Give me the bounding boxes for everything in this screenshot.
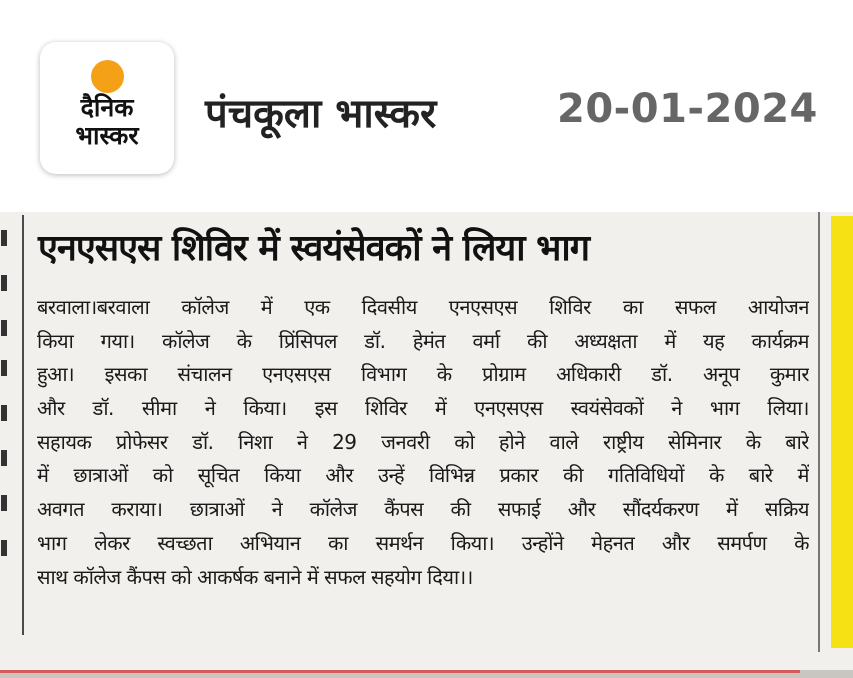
dainik-bhaskar-logo xyxy=(40,42,174,174)
body-line: साथ कॉलेज कैंपस को आकर्षक बनाने में सफल सहयोग दिया।। xyxy=(37,564,473,589)
body-line: हुआ। इसका संचालन एनएसएस विभाग के प्रोग्राम अधिकारी डॉ. अनूप कुमार xyxy=(37,362,809,387)
logo-line-2: भास्कर xyxy=(75,121,139,150)
edition-date: 20-01-2024 xyxy=(557,86,818,132)
clipping-bottom-edge xyxy=(0,670,853,678)
adjacent-column-fragment xyxy=(0,220,16,565)
edition-title: पंचकूला भास्कर xyxy=(205,91,437,137)
body-line: अवगत कराया। छात्राओं ने कॉलेज कैंपस की सफाई और सौंदर्यकरण में सक्रिय xyxy=(37,497,809,522)
article-headline: एनएसएस शिविर में स्वयंसेवकों ने लिया भाग xyxy=(38,228,590,269)
column-rule-left xyxy=(22,215,24,635)
body-line: सहायक प्रोफेसर डॉ. निशा ने 29 जनवरी को होने वाले राष्ट्रीय सेमिनार के बारे xyxy=(37,429,809,454)
highlight-bar xyxy=(831,216,853,648)
body-line: में छात्राओं को सूचित किया और उन्हें विभिन्न प्रकार की गतिविधियों के बारे में xyxy=(37,463,809,488)
body-line: बरवाला।बरवाला कॉलेज में एक दिवसीय एनएसएस शिविर का सफल आयोजन xyxy=(37,295,809,319)
article-body xyxy=(37,291,809,594)
column-rule-right xyxy=(818,212,820,652)
body-line: किया गया। कॉलेज के प्रिंसिपल डॉ. हेमंत वर्मा की अध्यक्षता में यह कार्यक्रम xyxy=(37,328,809,353)
sun-icon xyxy=(91,60,124,93)
body-line: और डॉ. सीमा ने किया। इस शिविर में एनएसएस स्वयंसेवकों ने भाग लिया। xyxy=(37,396,809,421)
body-line: भाग लेकर स्वच्छता अभियान का समर्थन किया। उन्होंने मेहनत और समर्पण के xyxy=(37,530,809,555)
logo-line-1: दैनिक xyxy=(80,93,134,122)
